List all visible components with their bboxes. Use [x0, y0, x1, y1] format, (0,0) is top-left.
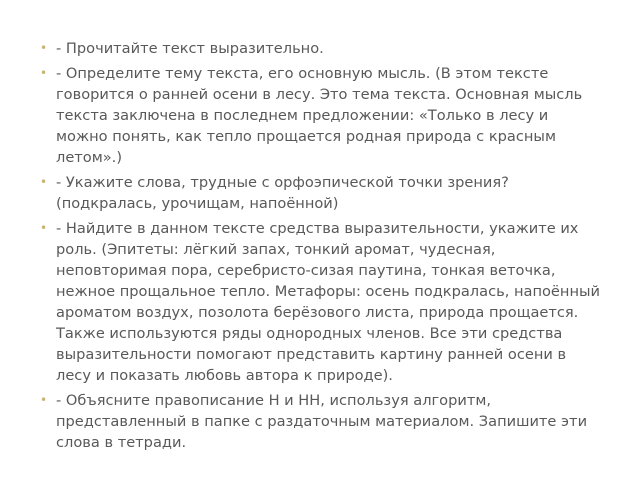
list-item-expressive-means: [40, 218, 600, 386]
list-item-theme: [40, 63, 600, 168]
list-item-text: - Прочитайте текст выразительно.: [56, 40, 324, 57]
task-list: [40, 38, 600, 457]
list-item-orthoepy: [40, 172, 600, 214]
list-item-spelling: [40, 390, 600, 453]
list-item-read: [40, 38, 600, 59]
bullet-icon: •: [40, 66, 48, 80]
list-item-text: - Объясните правописание Н и НН, используя алгоритм, представленный в папке с раздаточным материалом. Запишите эти слова в тетради.: [56, 392, 588, 451]
bullet-icon: •: [40, 221, 48, 235]
list-item-text: - Укажите слова, трудные с орфоэпической точки зрения? (подкралась, урочищам, напоённой): [56, 174, 509, 212]
bullet-icon: •: [40, 175, 48, 189]
bullet-icon: •: [40, 393, 48, 407]
list-item-text: - Определите тему текста, его основную мысль. (В этом тексте говорится о ранней осени в лесу. Это тема текста. Основная мысль текста заключена в последнем предложении: «Только в лесу и можно понять, как тепло прощается родная природа с красным летом».): [56, 65, 583, 166]
list-item-text: - Найдите в данном тексте средства выразительности, укажите их роль. (Эпитеты: лёгкий запах, тонкий аромат, чудесная, неповторимая пора, серебристо-сизая паутина, тонкая веточка, нежное прощальное тепло. Метафоры: осень подкралась, напоённый ароматом воздух, позолота берёзового листа, природа прощается. Также используются ряды однородных членов. Все эти средства выразительности помогают представить картину ранней осени в лесу и показать любовь автора к природе).: [56, 220, 601, 384]
bullet-icon: •: [40, 41, 48, 55]
